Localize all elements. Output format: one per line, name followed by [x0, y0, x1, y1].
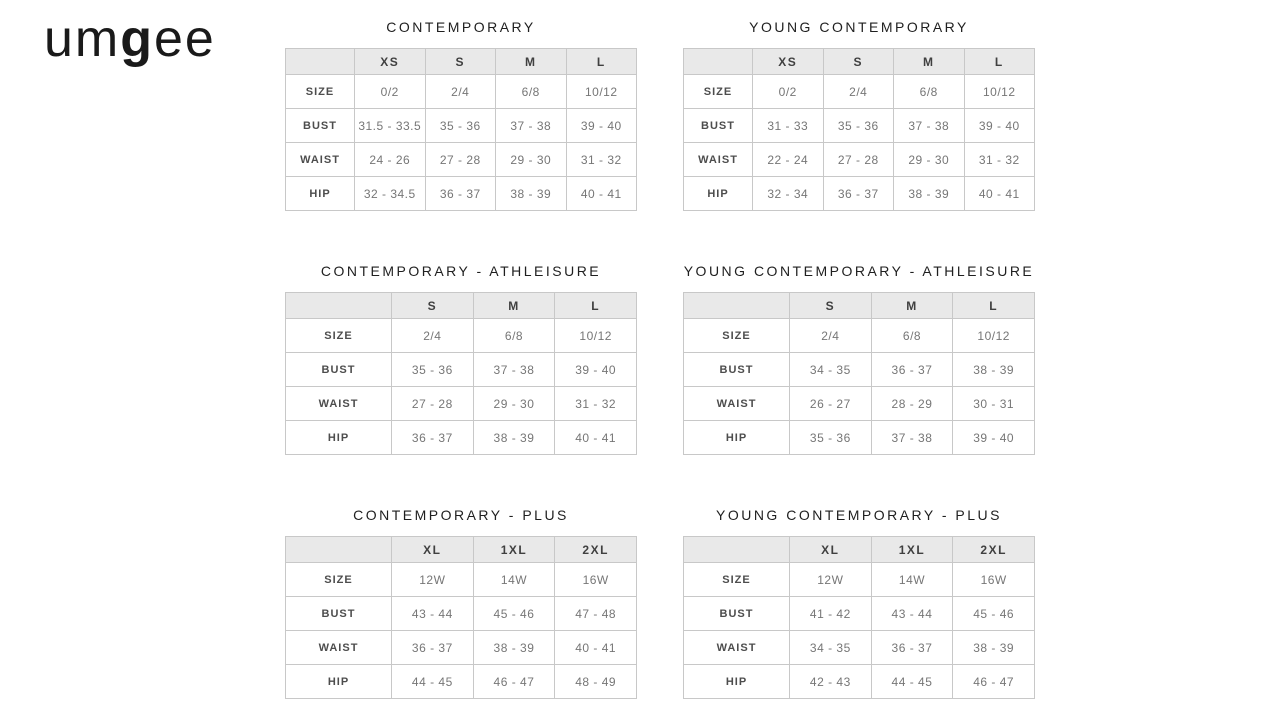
measurement-cell: 36 - 37 — [392, 421, 474, 455]
measurement-cell: 10/12 — [953, 319, 1035, 353]
header-row — [286, 49, 637, 75]
measurement-cell: 6/8 — [871, 319, 953, 353]
measurement-cell: 37 - 38 — [473, 353, 555, 387]
row-label: HIP — [286, 421, 392, 455]
column-header: S — [823, 49, 894, 75]
measurement-cell: 32 - 34.5 — [355, 177, 426, 211]
size-charts-grid — [285, 0, 1035, 699]
measurement-cell: 26 - 27 — [790, 387, 872, 421]
section-young-contemporary — [683, 19, 1035, 211]
table-row — [684, 177, 1035, 211]
measurement-cell: 35 - 36 — [425, 109, 496, 143]
table-row — [684, 597, 1035, 631]
corner-cell — [286, 537, 392, 563]
measurement-cell: 39 - 40 — [566, 109, 637, 143]
row-label: HIP — [684, 177, 753, 211]
measurement-cell: 45 - 46 — [473, 597, 555, 631]
measurement-cell: 38 - 39 — [953, 631, 1035, 665]
column-header: S — [790, 293, 872, 319]
column-header: L — [566, 49, 637, 75]
measurement-cell: 39 - 40 — [964, 109, 1035, 143]
header-row — [286, 293, 637, 319]
corner-cell — [286, 293, 392, 319]
column-header: S — [425, 49, 496, 75]
measurement-cell: 27 - 28 — [392, 387, 474, 421]
row-label: SIZE — [684, 75, 753, 109]
table-row — [684, 387, 1035, 421]
header-row — [286, 537, 637, 563]
measurement-cell: 40 - 41 — [964, 177, 1035, 211]
table-title: CONTEMPORARY - PLUS — [353, 507, 569, 523]
logo-text-ee: ee — [154, 10, 216, 68]
measurement-cell: 31 - 32 — [964, 143, 1035, 177]
measurement-cell: 36 - 37 — [823, 177, 894, 211]
row-label: HIP — [286, 665, 392, 699]
table-title: YOUNG CONTEMPORARY - ATHLEISURE — [683, 263, 1035, 279]
measurement-cell: 31 - 32 — [555, 387, 637, 421]
table-row — [286, 353, 637, 387]
measurement-cell: 29 - 30 — [894, 143, 965, 177]
row-label: HIP — [286, 177, 355, 211]
row-label: HIP — [684, 665, 790, 699]
table-row — [286, 597, 637, 631]
row-label: SIZE — [684, 319, 790, 353]
table-row — [286, 177, 637, 211]
measurement-cell: 6/8 — [894, 75, 965, 109]
section-contemporary-plus — [285, 507, 637, 699]
measurement-cell: 30 - 31 — [953, 387, 1035, 421]
table-row — [286, 421, 637, 455]
measurement-cell: 37 - 38 — [894, 109, 965, 143]
column-header: M — [894, 49, 965, 75]
measurement-cell: 2/4 — [392, 319, 474, 353]
column-header: 2XL — [555, 537, 637, 563]
header-row — [684, 293, 1035, 319]
corner-cell — [684, 537, 790, 563]
measurement-cell: 40 - 41 — [555, 421, 637, 455]
measurement-cell: 38 - 39 — [953, 353, 1035, 387]
measurement-cell: 22 - 24 — [753, 143, 824, 177]
measurement-cell: 12W — [392, 563, 474, 597]
measurement-cell: 2/4 — [790, 319, 872, 353]
size-table-contemporary — [285, 48, 637, 211]
table-title: YOUNG CONTEMPORARY — [749, 19, 969, 35]
table-row — [684, 563, 1035, 597]
column-header: L — [555, 293, 637, 319]
measurement-cell: 36 - 37 — [871, 353, 953, 387]
section-young-contemporary-plus — [683, 507, 1035, 699]
measurement-cell: 40 - 41 — [566, 177, 637, 211]
table-row — [286, 75, 637, 109]
measurement-cell: 42 - 43 — [790, 665, 872, 699]
measurement-cell: 46 - 47 — [953, 665, 1035, 699]
row-label: WAIST — [286, 143, 355, 177]
row-label: BUST — [684, 353, 790, 387]
measurement-cell: 38 - 39 — [894, 177, 965, 211]
measurement-cell: 10/12 — [964, 75, 1035, 109]
column-header: XL — [790, 537, 872, 563]
size-table-contemporary-plus — [285, 536, 637, 699]
row-label: WAIST — [684, 631, 790, 665]
row-label: SIZE — [286, 319, 392, 353]
table-row — [286, 143, 637, 177]
section-contemporary — [285, 19, 637, 211]
section-contemporary-athleisure — [285, 263, 637, 455]
size-table-young-contemporary — [683, 48, 1035, 211]
measurement-cell: 35 - 36 — [823, 109, 894, 143]
table-title: YOUNG CONTEMPORARY - PLUS — [715, 507, 1003, 523]
measurement-cell: 36 - 37 — [425, 177, 496, 211]
measurement-cell: 39 - 40 — [555, 353, 637, 387]
header-row — [684, 537, 1035, 563]
table-row — [684, 143, 1035, 177]
row-label: BUST — [286, 597, 392, 631]
measurement-cell: 35 - 36 — [392, 353, 474, 387]
table-row — [684, 665, 1035, 699]
row-label: HIP — [684, 421, 790, 455]
measurement-cell: 44 - 45 — [392, 665, 474, 699]
measurement-cell: 14W — [473, 563, 555, 597]
table-row — [286, 319, 637, 353]
row-label: WAIST — [684, 387, 790, 421]
table-title: CONTEMPORARY - ATHLEISURE — [320, 263, 602, 279]
table-row — [286, 109, 637, 143]
measurement-cell: 27 - 28 — [425, 143, 496, 177]
measurement-cell: 48 - 49 — [555, 665, 637, 699]
table-row — [684, 75, 1035, 109]
measurement-cell: 10/12 — [566, 75, 637, 109]
measurement-cell: 35 - 36 — [790, 421, 872, 455]
corner-cell — [684, 293, 790, 319]
measurement-cell: 34 - 35 — [790, 353, 872, 387]
row-label: BUST — [286, 353, 392, 387]
column-header: M — [496, 49, 567, 75]
measurement-cell: 39 - 40 — [953, 421, 1035, 455]
measurement-cell: 31 - 33 — [753, 109, 824, 143]
size-table-contemporary-athleisure — [285, 292, 637, 455]
column-header: M — [871, 293, 953, 319]
table-row — [286, 631, 637, 665]
measurement-cell: 16W — [953, 563, 1035, 597]
row-label: WAIST — [286, 387, 392, 421]
measurement-cell: 37 - 38 — [871, 421, 953, 455]
header-row — [684, 49, 1035, 75]
measurement-cell: 41 - 42 — [790, 597, 872, 631]
measurement-cell: 34 - 35 — [790, 631, 872, 665]
measurement-cell: 29 - 30 — [496, 143, 567, 177]
corner-cell — [684, 49, 753, 75]
measurement-cell: 16W — [555, 563, 637, 597]
table-row — [684, 109, 1035, 143]
table-row — [286, 563, 637, 597]
measurement-cell: 43 - 44 — [392, 597, 474, 631]
column-header: XS — [355, 49, 426, 75]
measurement-cell: 31 - 32 — [566, 143, 637, 177]
measurement-cell: 40 - 41 — [555, 631, 637, 665]
measurement-cell: 0/2 — [753, 75, 824, 109]
measurement-cell: 14W — [871, 563, 953, 597]
row-label: BUST — [684, 109, 753, 143]
measurement-cell: 0/2 — [355, 75, 426, 109]
column-header: 2XL — [953, 537, 1035, 563]
measurement-cell: 12W — [790, 563, 872, 597]
table-row — [684, 631, 1035, 665]
row-label: BUST — [684, 597, 790, 631]
logo-text-um: um — [44, 10, 121, 68]
table-row — [684, 319, 1035, 353]
measurement-cell: 2/4 — [823, 75, 894, 109]
measurement-cell: 45 - 46 — [953, 597, 1035, 631]
measurement-cell: 37 - 38 — [496, 109, 567, 143]
measurement-cell: 2/4 — [425, 75, 496, 109]
table-title: CONTEMPORARY — [386, 19, 536, 35]
column-header: M — [473, 293, 555, 319]
table-row — [286, 387, 637, 421]
section-young-contemporary-athleisure — [683, 263, 1035, 455]
brand-logo — [44, 8, 216, 70]
column-header: 1XL — [871, 537, 953, 563]
measurement-cell: 31.5 - 33.5 — [355, 109, 426, 143]
column-header: 1XL — [473, 537, 555, 563]
measurement-cell: 10/12 — [555, 319, 637, 353]
table-row — [684, 421, 1035, 455]
size-table-young-contemporary-plus — [683, 536, 1035, 699]
table-row — [286, 665, 637, 699]
logo-text-g: g — [120, 10, 155, 68]
measurement-cell: 43 - 44 — [871, 597, 953, 631]
measurement-cell: 46 - 47 — [473, 665, 555, 699]
measurement-cell: 27 - 28 — [823, 143, 894, 177]
row-label: WAIST — [684, 143, 753, 177]
table-row — [684, 353, 1035, 387]
measurement-cell: 24 - 26 — [355, 143, 426, 177]
measurement-cell: 36 - 37 — [871, 631, 953, 665]
measurement-cell: 38 - 39 — [496, 177, 567, 211]
measurement-cell: 6/8 — [473, 319, 555, 353]
row-label: SIZE — [684, 563, 790, 597]
measurement-cell: 6/8 — [496, 75, 567, 109]
column-header: S — [392, 293, 474, 319]
row-label: BUST — [286, 109, 355, 143]
row-label: SIZE — [286, 75, 355, 109]
measurement-cell: 38 - 39 — [473, 631, 555, 665]
measurement-cell: 38 - 39 — [473, 421, 555, 455]
measurement-cell: 36 - 37 — [392, 631, 474, 665]
column-header: L — [953, 293, 1035, 319]
measurement-cell: 32 - 34 — [753, 177, 824, 211]
measurement-cell: 44 - 45 — [871, 665, 953, 699]
measurement-cell: 47 - 48 — [555, 597, 637, 631]
measurement-cell: 28 - 29 — [871, 387, 953, 421]
column-header: XL — [392, 537, 474, 563]
size-table-young-contemporary-athleisure — [683, 292, 1035, 455]
row-label: WAIST — [286, 631, 392, 665]
measurement-cell: 29 - 30 — [473, 387, 555, 421]
column-header: XS — [753, 49, 824, 75]
corner-cell — [286, 49, 355, 75]
row-label: SIZE — [286, 563, 392, 597]
column-header: L — [964, 49, 1035, 75]
